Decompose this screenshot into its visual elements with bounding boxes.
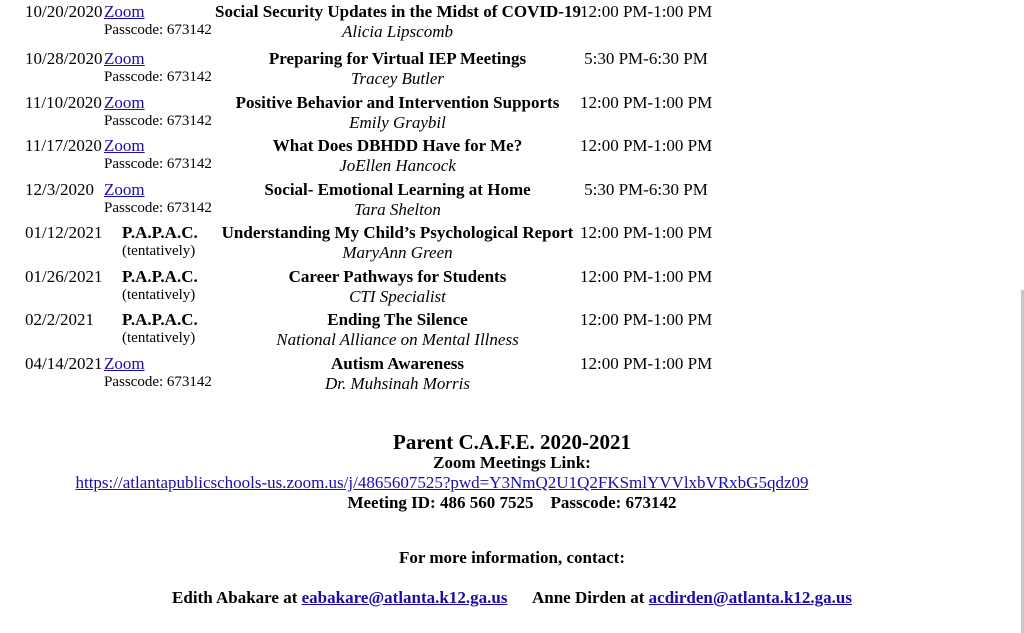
event-date: 04/14/2021 (25, 354, 103, 373)
event-time: 12:00 PM-1:00 PM (580, 223, 713, 242)
event-title: Social Security Updates in the Midst of COVID-19 (215, 2, 581, 21)
passcode-note: Passcode: 673142 (104, 374, 212, 390)
zoom-link[interactable]: Zoom (104, 180, 145, 199)
event-time: 12:00 PM-1:00 PM (580, 354, 713, 373)
event-location: P.A.P.A.C. (122, 310, 198, 329)
zoom-meeting-link[interactable]: https://atlantapublicschools-us.zoom.us/j/4865607525?pwd=Y3NmQ2U1Q2FKSmlYVVlxbVRxbG5qdz09 (75, 473, 809, 492)
event-time: 12:00 PM-1:00 PM (580, 310, 713, 329)
event-title: Autism Awareness (330, 354, 464, 373)
passcode-note: Passcode: 673142 (104, 69, 212, 85)
zoom-link[interactable]: Zoom (104, 49, 145, 68)
passcode-note: Passcode: 673142 (104, 113, 212, 129)
event-title: Positive Behavior and Intervention Supports (235, 93, 560, 112)
event-time: 12:00 PM-1:00 PM (580, 2, 713, 21)
event-date: 10/28/2020 (25, 49, 103, 68)
event-time: 5:30 PM-6:30 PM (584, 180, 708, 199)
event-location: P.A.P.A.C. (122, 267, 198, 286)
event-time: 5:30 PM-6:30 PM (584, 49, 708, 68)
event-date: 10/20/2020 (25, 2, 103, 21)
event-speaker: Emily Graybil (349, 113, 446, 132)
event-row (0, 354, 1024, 406)
zoom-link[interactable]: Zoom (104, 354, 145, 373)
event-date: 11/10/2020 (25, 93, 102, 112)
event-speaker: Dr. Muhsinah Morris (325, 374, 470, 393)
contact-2-label: Anne Dirden at (532, 588, 649, 607)
event-date: 11/17/2020 (25, 136, 102, 155)
event-speaker: Alicia Lipscomb (342, 22, 453, 41)
event-title: Social- Emotional Learning at Home (264, 180, 531, 199)
more-info-label: For more information, contact: (399, 548, 625, 567)
event-title: Career Pathways for Students (288, 267, 507, 286)
event-date: 01/12/2021 (25, 223, 103, 242)
event-speaker: MaryAnn Green (342, 243, 453, 262)
event-speaker: National Alliance on Mental Illness (276, 330, 519, 349)
passcode-note: Passcode: 673142 (104, 22, 212, 38)
event-speaker: Tara Shelton (354, 200, 441, 219)
passcode-note: Passcode: 673142 (104, 200, 212, 216)
event-date: 01/26/2021 (25, 267, 103, 286)
event-title: Understanding My Child’s Psychological Report (221, 223, 574, 242)
event-title: Preparing for Virtual IEP Meetings (268, 49, 527, 68)
contacts-spacer (507, 588, 532, 607)
event-date: 02/2/2021 (25, 310, 94, 329)
passcode-note: Passcode: 673142 (104, 156, 212, 172)
zoom-link-line (0, 473, 954, 493)
tentative-note: (tentatively) (122, 243, 196, 259)
event-speaker: JoEllen Hancock (339, 156, 456, 175)
zoom-link[interactable]: Zoom (104, 93, 145, 112)
event-title: What Does DBHDD Have for Me? (272, 136, 523, 155)
event-time: 12:00 PM-1:00 PM (580, 93, 713, 112)
contacts-line (0, 568, 1024, 608)
event-location: P.A.P.A.C. (122, 223, 198, 242)
contact-2-email-link[interactable]: acdirden@atlanta.k12.ga.us (648, 588, 852, 607)
tentative-note: (tentatively) (122, 330, 196, 346)
page-heading: Parent C.A.F.E. 2020-2021 (393, 430, 631, 454)
event-time: 12:00 PM-1:00 PM (580, 136, 713, 155)
meeting-info: Meeting ID: 486 560 7525 Passcode: 673142 (347, 493, 677, 512)
event-speaker: Tracey Butler (350, 69, 444, 88)
tentative-note: (tentatively) (122, 287, 196, 303)
event-title: Ending The Silence (327, 310, 468, 329)
event-row (0, 2, 1024, 54)
event-date: 12/3/2020 (25, 180, 94, 199)
event-time: 12:00 PM-1:00 PM (580, 267, 713, 286)
event-speaker: CTI Specialist (349, 287, 446, 306)
contact-1-email-link[interactable]: eabakare@atlanta.k12.ga.us (301, 588, 508, 607)
contact-1-label: Edith Abakare at (172, 588, 302, 607)
zoom-link[interactable]: Zoom (104, 136, 145, 155)
zoom-link[interactable]: Zoom (104, 2, 145, 21)
zoom-link-heading: Zoom Meetings Link: (433, 453, 591, 472)
